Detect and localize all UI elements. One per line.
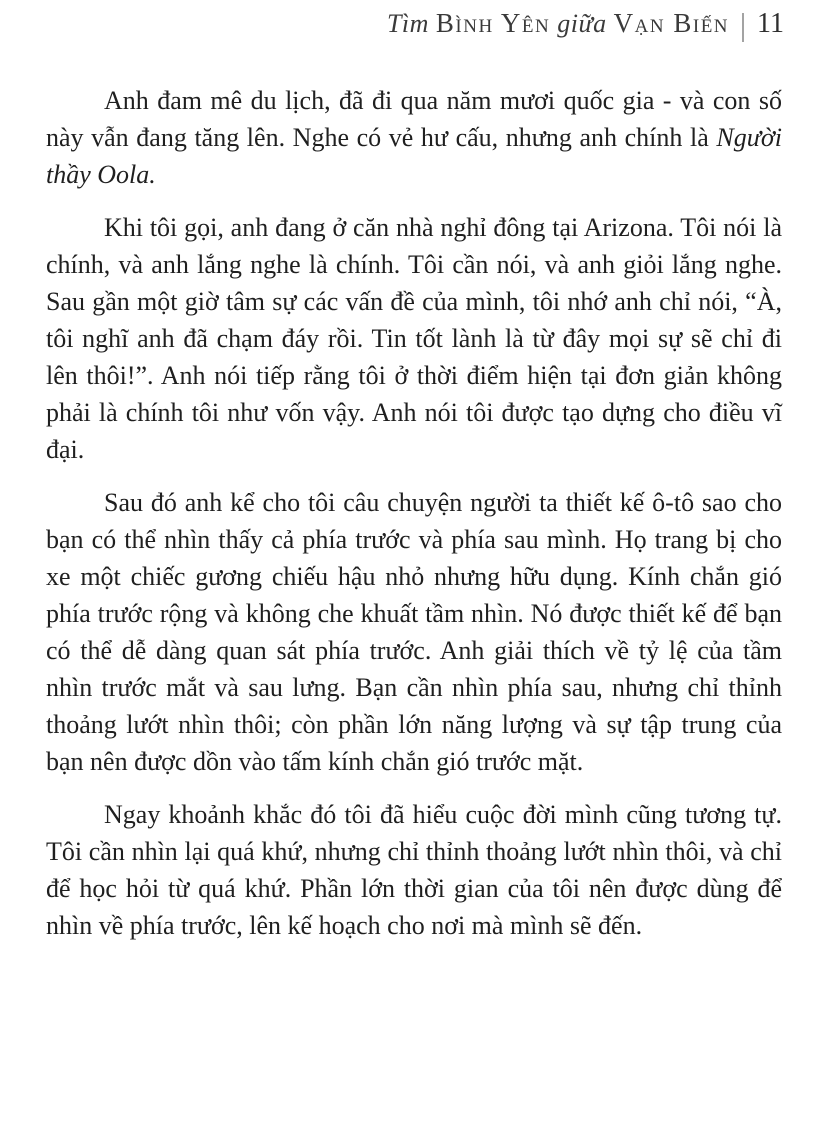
header-title-caps-binh-yen: Bình Yên — [435, 8, 551, 38]
paragraph-4: Ngay khoảnh khắc đó tôi đã hiểu cuộc đời mình cũng tương tự. Tôi cần nhìn lại quá khứ, nhưng chỉ thỉnh thoảng lướt nhìn thôi, và chỉ để học hỏi từ quá khứ. Phần lớn thời gian của tôi nên được dùng để nhìn về phía trước, lên kế hoạch cho nơi mà mình sẽ đến. — [46, 800, 782, 940]
page-body — [46, 82, 782, 944]
paragraph-1-text: Anh đam mê du lịch, đã đi qua năm mươi quốc gia - và con số này vẫn đang tăng lên. Nghe có vẻ hư cấu, nhưng anh chính là — [46, 86, 782, 152]
paragraph-1 — [46, 82, 782, 193]
page-number: 11 — [757, 8, 784, 39]
header-title-caps-van-bien: Vạn Biến — [613, 8, 730, 38]
header-title-script-tim: Tìm — [386, 9, 429, 38]
paragraph-3: Sau đó anh kể cho tôi câu chuyện người ta thiết kế ô-tô sao cho bạn có thể nhìn thấy cả phía trước và phía sau mình. Họ trang bị cho xe một chiếc gương chiếu hậu nhỏ nhưng hữu dụng. Kính chắn gió phía trước rộng và không che khuất tầm nhìn. Nó được thiết kế để bạn có thể dễ dàng quan sát phía trước. Anh giải thích về tỷ lệ của tầm nhìn trước mắt và sau lưng. Bạn cần nhìn phía sau, nhưng chỉ thỉnh thoảng lướt nhìn thôi; còn phần lớn năng lượng và sự tập trung của bạn nên được dồn vào tấm kính chắn gió trước mặt. — [46, 488, 782, 776]
header-title-script-giua: giữa — [557, 9, 607, 38]
running-header — [0, 0, 822, 42]
header-separator-bar — [742, 13, 744, 42]
paragraph-1-italic-phrase: Người thầy Oola. — [46, 123, 782, 189]
paragraph-2: Khi tôi gọi, anh đang ở căn nhà nghỉ đông tại Arizona. Tôi nói là chính, và anh lắng nghe là chính. Tôi cần nói, và anh giỏi lắng nghe. Sau gần một giờ tâm sự các vấn đề của mình, tôi nhớ anh chỉ nói, “À, tôi nghĩ anh đã chạm đáy rồi. Tin tốt lành là từ đây mọi sự sẽ chỉ đi lên thôi!”. Anh nói tiếp rằng tôi ở thời điểm hiện tại đơn giản không phải là chính tôi như vốn vậy. Anh nói tôi được tạo dựng cho điều vĩ đại. — [46, 213, 782, 464]
